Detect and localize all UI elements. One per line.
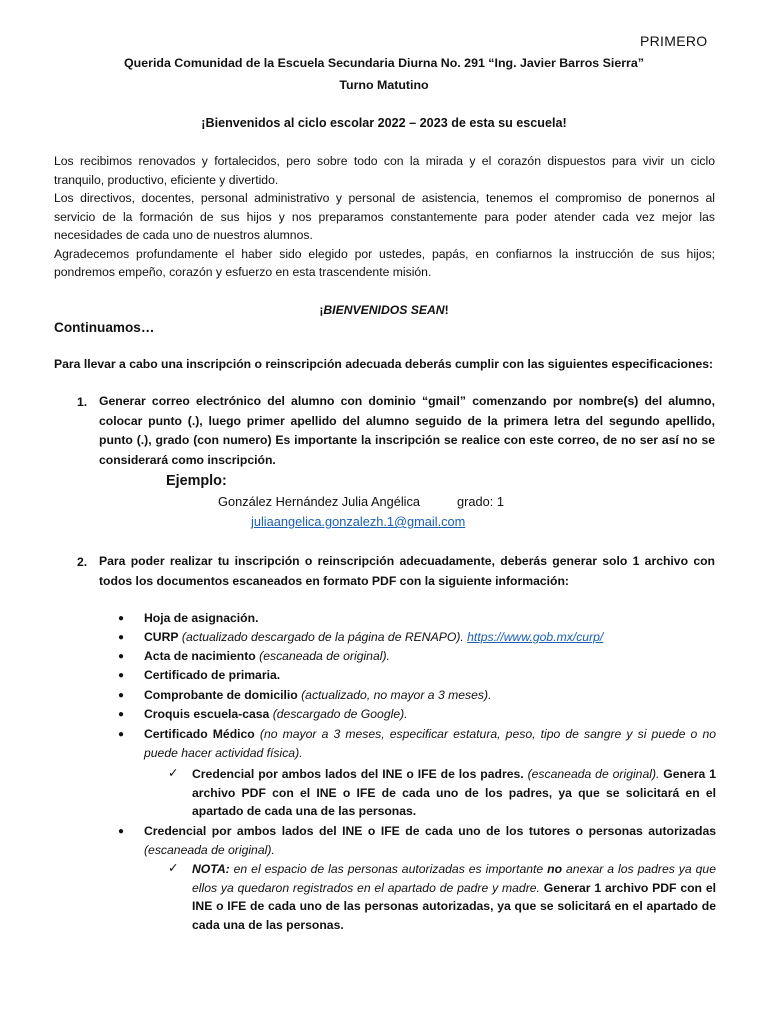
item-1-number: 1.	[77, 395, 88, 409]
requirement-proof-of-address: Comprobante de domicilio (actualizado, no mayor a 3 meses).	[144, 688, 492, 702]
grade-corner-label: PRIMERO	[640, 33, 708, 49]
welcome-open: ¡	[319, 303, 324, 317]
item-2-number: 2.	[77, 555, 88, 569]
welcome-text: BIENVENIDOS SEAN	[323, 303, 445, 317]
requirement-medical-certificate: Certificado Médico (no mayor a 3 meses, especificar estatura, peso, tipo de sangre y si puede o no puede hacer actividad física).	[144, 727, 717, 761]
instructions-intro: Para llevar a cabo una inscripción o reinscripción adecuada deberás cumplir con las siguientes especificaciones:	[54, 357, 714, 371]
bullet-icon: ●	[118, 729, 125, 740]
header-school-name: Querida Comunidad de la Escuela Secundaria Diurna No. 291 “Ing. Javier Barros Sierra”	[124, 56, 644, 70]
bullet-icon: ●	[118, 613, 125, 624]
example-grade: grado: 1	[457, 494, 504, 509]
requirement-guardians-id: Credencial por ambos lados del INE o IFE de cada uno de los tutores o personas autorizadas (escaneada de original).	[144, 824, 716, 858]
welcome-paragraphs	[54, 152, 715, 282]
checkmark-icon: ✓	[168, 766, 179, 780]
requirement-parents-id: Credencial por ambos lados del INE o IFE de los padres. (escaneada de original). Genera 1 archivo PDF con el INE o IFE de cada uno de los padres, ya que se solicitará en el apartado de cada una de las personas.	[192, 767, 716, 818]
bullet-icon: ●	[118, 690, 125, 701]
bullet-icon: ●	[118, 826, 125, 837]
requirement-primary-certificate: Certificado de primaria.	[144, 668, 281, 682]
item-1-text: Generar correo electrónico del alumno con dominio “gmail” comenzando por nombre(s) del alumno, colocar punto (.), luego primer apellido del alumno seguido de la primera letra del segundo apellido, punto (.), grado (con numero) Es importante la inscripción se realice con este correo, de no ser así no se considerará como inscripción.	[99, 394, 715, 467]
note-authorized-persons: NOTA: en el espacio de las personas autorizadas es importante no anexar a los padres ya que ellos ya quedaron registrados en el apartado de padre y madre. Generar 1 archivo PDF con el INE o IFE de cada uno de las personas autorizadas, ya que se solicitará en el apartado de cada una de las personas.	[192, 862, 716, 932]
checkmark-icon: ✓	[168, 861, 179, 875]
paragraph-renewed: Los recibimos renovados y fortalecidos, pero sobre todo con la mirada y el corazón dispuestos para vivir un ciclo tranquilo, productivo, eficiente y divertido.	[54, 154, 715, 187]
welcome-close: !	[444, 303, 449, 317]
continue-heading: Continuamos…	[54, 320, 155, 335]
bullet-icon: ●	[118, 651, 125, 662]
item-2-text: Para poder realizar tu inscripción o reinscripción adecuadamente, deberás generar solo 1 archivo con todos los documentos escaneados en formato PDF con la siguiente información:	[99, 554, 715, 588]
example-label: Ejemplo:	[166, 473, 227, 489]
example-email-link[interactable]: juliaangelica.gonzalezh.1@gmail.com	[251, 514, 466, 529]
welcome-banner	[40, 303, 728, 317]
requirement-curp: CURP (actualizado descargado de la página de RENAPO). https://www.gob.mx/curp/	[144, 630, 604, 644]
bullet-icon: ●	[118, 632, 125, 643]
bullet-icon: ●	[118, 709, 125, 720]
header-welcome: ¡Bienvenidos al ciclo escolar 2022 – 2023 de esta su escuela!	[201, 116, 567, 130]
requirement-birth-certificate: Acta de nacimiento (escaneada de original).	[144, 649, 390, 663]
paragraph-staff: Los directivos, docentes, personal administrativo y personal de asistencia, tenemos el compromiso de ponernos al servicio de la formación de sus hijos y nos preparamos constantemente para poder atender cada vez mejor las necesidades de cada uno de nuestros alumnos.	[54, 191, 715, 242]
requirement-school-home-map: Croquis escuela-casa (descargado de Google).	[144, 707, 408, 721]
paragraph-thanks: Agradecemos profundamente el haber sido elegido por ustedes, papás, en confiarnos la instrucción de sus hijos; pondremos empeño, corazón y esfuerzo en esta trascendente misión.	[54, 246, 715, 279]
curp-link[interactable]: https://www.gob.mx/curp/	[467, 630, 604, 644]
example-student-name: González Hernández Julia Angélica	[218, 494, 421, 509]
header-shift: Turno Matutino	[339, 78, 429, 92]
bullet-icon: ●	[118, 670, 125, 681]
requirement-assignment-sheet: Hoja de asignación.	[144, 611, 259, 625]
